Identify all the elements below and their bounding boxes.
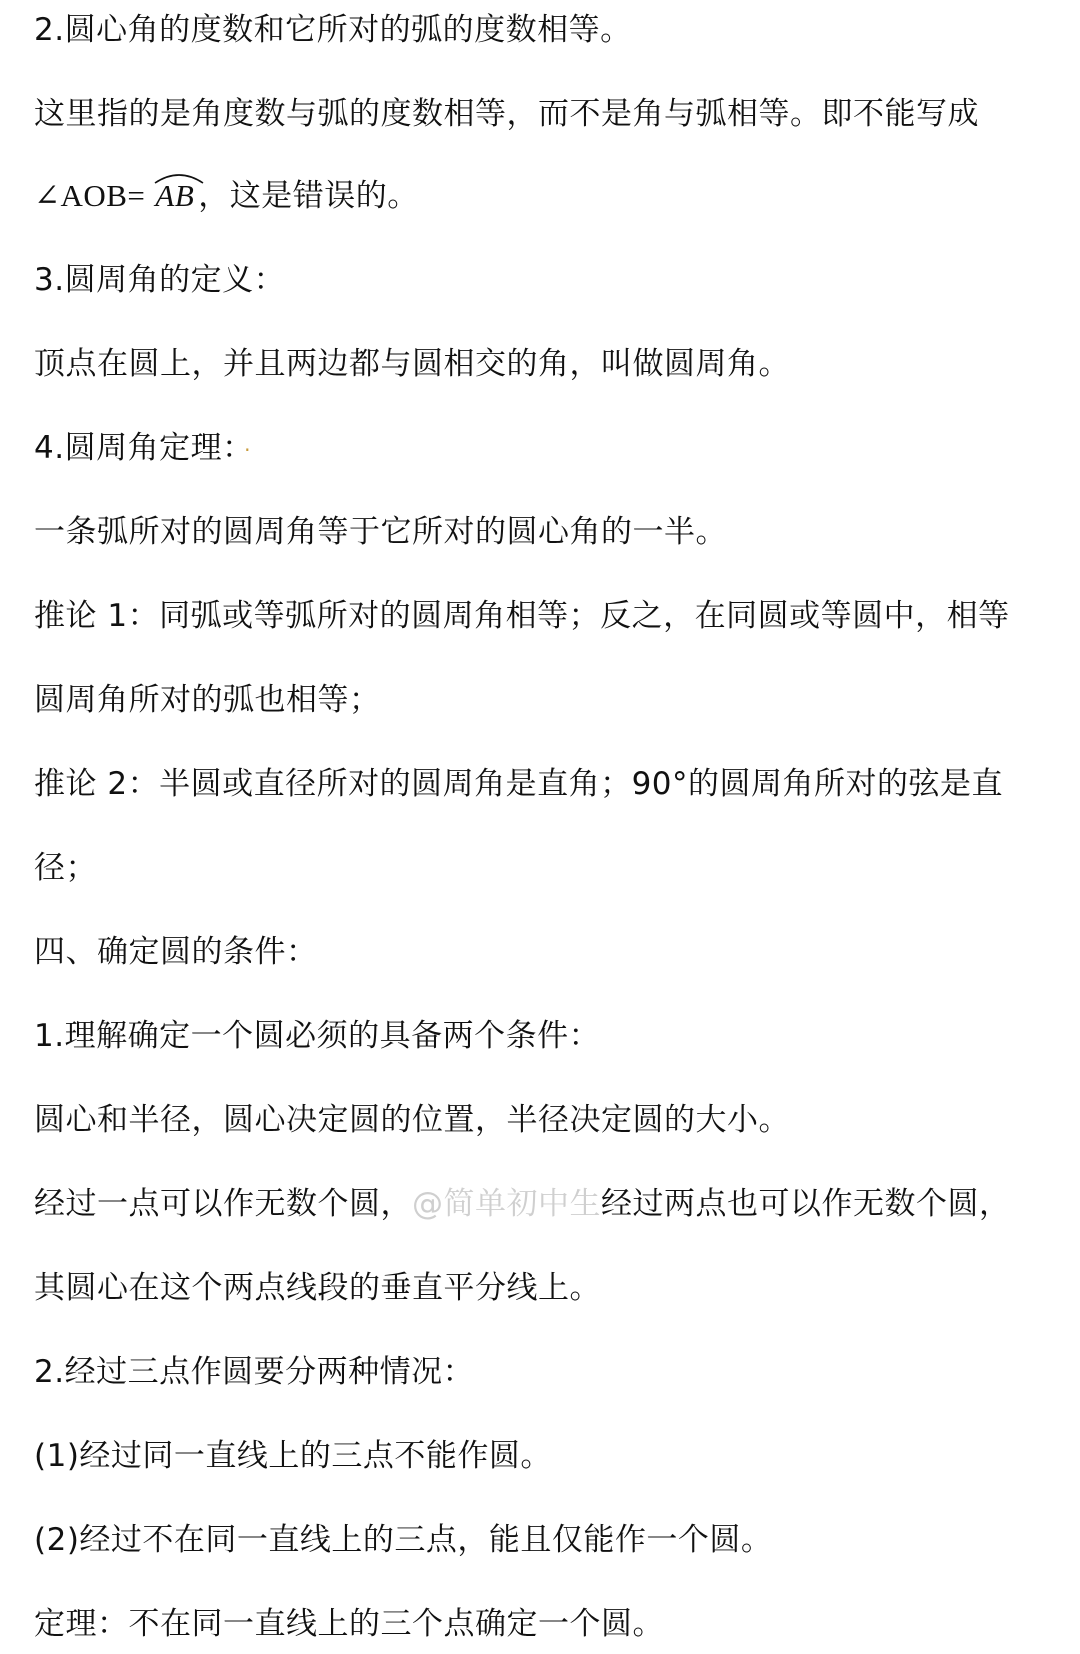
text-line: 2.经过三点作圆要分两种情况： bbox=[34, 1354, 475, 1390]
text-line: 定理：不在同一直线上的三个点确定一个圆。 bbox=[34, 1606, 664, 1642]
text-line: 1.理解确定一个圆必须的具备两个条件： bbox=[34, 1018, 601, 1054]
text-line: 推论 2：半圆或直径所对的圆周角是直角；90°的圆周角所对的弦是直 bbox=[34, 766, 1004, 802]
arc-notation bbox=[155, 166, 194, 226]
text-line: 一条弧所对的圆周角等于它所对的圆心角的一半。 bbox=[34, 514, 727, 550]
section-heading-line bbox=[34, 418, 1060, 478]
arc-label: AB bbox=[155, 178, 195, 213]
stray-dot: · bbox=[244, 437, 251, 462]
arc-symbol-icon bbox=[153, 170, 205, 184]
text-line: 这里指的是角度数与弧的度数相等，而不是角与弧相等。即不能写成 bbox=[34, 96, 979, 132]
text-line bbox=[34, 1174, 1060, 1234]
text-fragment: ，这是错误的。 bbox=[198, 178, 419, 214]
formula-line bbox=[34, 166, 1060, 226]
text-line: 圆周角所对的弧也相等； bbox=[34, 682, 381, 718]
text-fragment: 经过一点可以作无数个圆， bbox=[34, 1186, 412, 1222]
text-line: 径； bbox=[34, 850, 97, 886]
section-heading: 4.圆周角定理： bbox=[34, 430, 239, 466]
text-line: 推论 1：同弧或等弧所对的圆周角相等；反之，在同圆或等圆中，相等 bbox=[34, 598, 1010, 634]
section-heading: 四、确定圆的条件： bbox=[34, 934, 318, 970]
text-line: (1)经过同一直线上的三点不能作圆。 bbox=[34, 1438, 552, 1474]
text-fragment: 经过两点也可以作无数个圆， bbox=[601, 1186, 1011, 1222]
text-line: (2)经过不在同一直线上的三点，能且仅能作一个圆。 bbox=[34, 1522, 773, 1558]
section-heading: 3.圆周角的定义： bbox=[34, 262, 286, 298]
text-line: 顶点在圆上，并且两边都与圆相交的角，叫做圆周角。 bbox=[34, 346, 790, 382]
text-line: 2.圆心角的度数和它所对的弧的度数相等。 bbox=[34, 12, 632, 48]
text-line: 圆心和半径，圆心决定圆的位置，半径决定圆的大小。 bbox=[34, 1102, 790, 1138]
text-line: 其圆心在这个两点线段的垂直平分线上。 bbox=[34, 1270, 601, 1306]
angle-expression: ∠AOB= bbox=[34, 178, 146, 213]
watermark: @简单初中生 bbox=[412, 1186, 601, 1222]
